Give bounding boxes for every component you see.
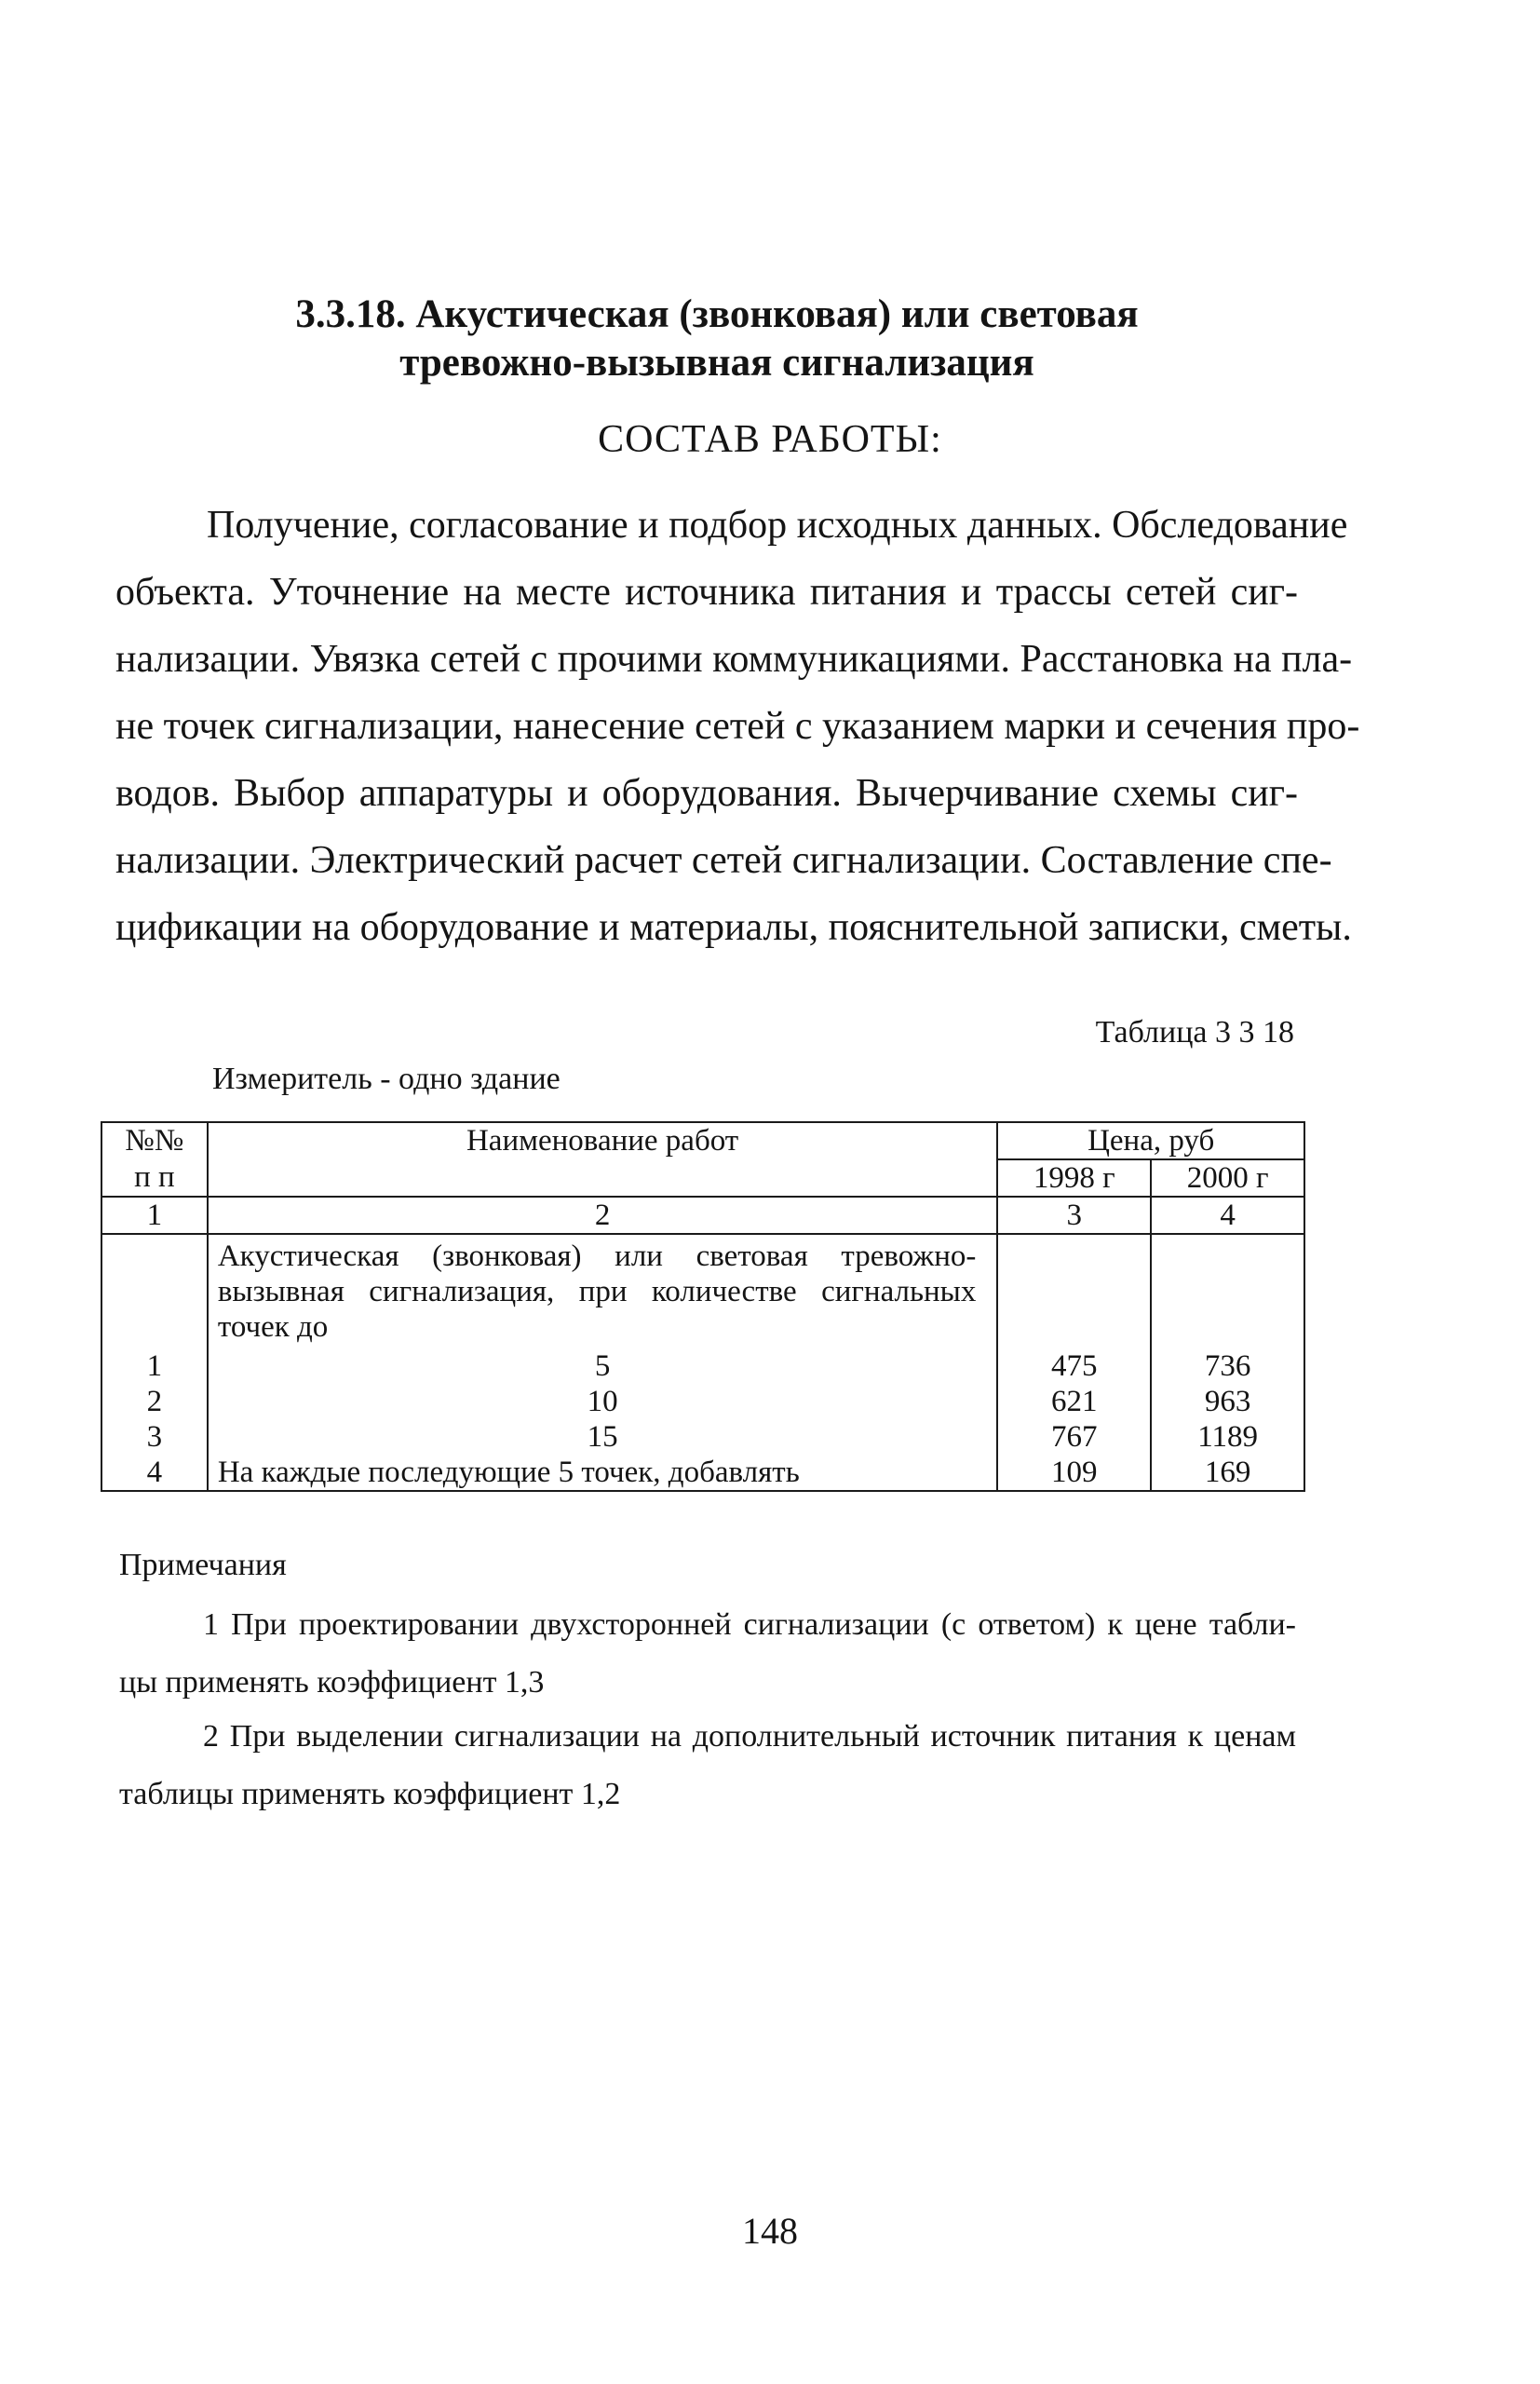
table-row	[101, 1419, 1304, 1455]
row-price-1998: 475	[997, 1348, 1151, 1384]
row-name: На каждые последующие 5 точек, добавлять	[208, 1455, 998, 1491]
table-row	[101, 1455, 1304, 1491]
work-description: Акустическая (звонковая) или световая тревожно-вызывная сигнализация, при количестве сигнальных точек до	[208, 1234, 998, 1348]
description-row	[101, 1234, 1304, 1348]
row-price-2000: 736	[1151, 1348, 1304, 1384]
column-number-row	[101, 1197, 1304, 1234]
row-price-1998: 109	[997, 1455, 1151, 1491]
column-number: 1	[101, 1197, 208, 1234]
row-price-1998: 621	[997, 1384, 1151, 1419]
column-number: 3	[997, 1197, 1151, 1234]
table-row	[101, 1384, 1304, 1419]
table-header-row	[101, 1159, 1304, 1197]
empty-cell	[101, 1234, 208, 1348]
page-number: 148	[742, 2210, 798, 2252]
body-line: водов. Выбор аппаратуры и оборудования. Вычерчивание схемы сиг-	[115, 772, 1298, 815]
body-line: объекта. Уточнение на месте источника питания и трассы сетей сиг-	[115, 571, 1298, 614]
body-line: не точек сигнализации, нанесение сетей с указанием марки и сечения про-	[115, 705, 1360, 748]
section-heading-line2: тревожно-вызывная сигнализация	[399, 341, 1034, 385]
header-year-1998: 1998 г	[997, 1159, 1151, 1197]
body-line: нализации. Электрический расчет сетей сигнализации. Составление спе-	[115, 839, 1332, 882]
empty-cell	[997, 1234, 1151, 1348]
body-line: нализации. Увязка сетей с прочими коммуникациями. Расстановка на пла-	[115, 638, 1353, 681]
row-price-1998: 767	[997, 1419, 1151, 1455]
notes-title: Примечания	[119, 1548, 287, 1582]
row-name: 10	[208, 1384, 998, 1419]
header-name: Наименование работ	[208, 1122, 998, 1159]
row-num: 2	[101, 1384, 208, 1419]
price-table	[101, 1121, 1305, 1492]
row-num: 4	[101, 1455, 208, 1491]
body-line: цификации на оборудование и материалы, пояснительной записки, сметы.	[115, 906, 1352, 949]
table-label: Таблица 3 3 18	[1095, 1015, 1294, 1050]
row-num: 3	[101, 1419, 208, 1455]
header-price: Цена, руб	[997, 1122, 1304, 1159]
row-price-2000: 963	[1151, 1384, 1304, 1419]
measurement-unit: Измеритель - одно здание	[212, 1062, 561, 1096]
work-composition-title: СОСТАВ РАБОТЫ:	[598, 418, 942, 461]
empty-cell	[1151, 1234, 1304, 1348]
note-line: таблицы применять коэффициент 1,2	[119, 1777, 621, 1811]
header-num-sub: п п	[101, 1159, 208, 1197]
header-year-2000: 2000 г	[1151, 1159, 1304, 1197]
column-number: 2	[208, 1197, 998, 1234]
table-row	[101, 1348, 1304, 1384]
header-num: №№	[101, 1122, 208, 1159]
body-line: Получение, согласование и подбор исходных данных. Обследование	[207, 504, 1348, 547]
column-number: 4	[1151, 1197, 1304, 1234]
note-line: цы применять коэффициент 1,3	[119, 1665, 545, 1700]
header-name-empty	[208, 1159, 998, 1197]
row-name: 5	[208, 1348, 998, 1384]
row-name: 15	[208, 1419, 998, 1455]
table-header-row	[101, 1122, 1304, 1159]
note-line: 1 При проектировании двухсторонней сигнализации (с ответом) к цене табли-	[203, 1607, 1296, 1642]
note-line: 2 При выделении сигнализации на дополнительный источник питания к ценам	[203, 1719, 1296, 1754]
row-num: 1	[101, 1348, 208, 1384]
row-price-2000: 169	[1151, 1455, 1304, 1491]
section-heading-line1: 3.3.18. Акустическая (звонковая) или световая	[295, 292, 1139, 336]
row-price-2000: 1189	[1151, 1419, 1304, 1455]
